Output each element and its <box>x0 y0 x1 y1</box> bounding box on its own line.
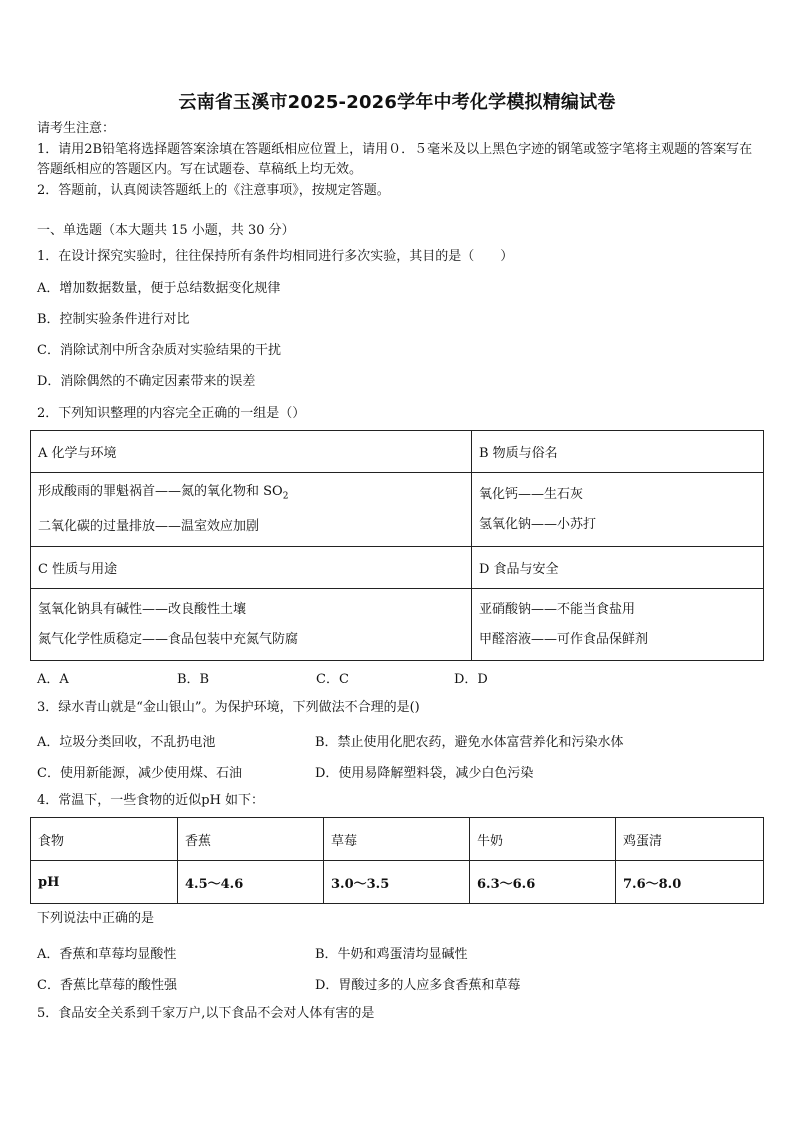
notice-item-2: 2．答题前，认真阅读答题纸上的《注意事项》，按规定答题。 <box>37 183 390 198</box>
q2-c-line-1: 氢氧化钠具有碱性——改良酸性土壤 <box>38 601 247 617</box>
q3-option-b: B．禁止使用化肥农药，避免水体富营养化和污染水体 <box>315 735 624 750</box>
q2-cell-c-body <box>31 589 472 661</box>
q3-option-d: D．使用易降解塑料袋，减少白色污染 <box>315 766 534 781</box>
q2-option-b: B．B <box>177 672 210 687</box>
q2-d-line-1: 亚硝酸钠——不能当食盐用 <box>479 601 636 617</box>
q2-d-line-2: 甲醛溶液——可作食品保鲜剂 <box>479 631 649 647</box>
q4-header-milk: 牛奶 <box>470 818 616 861</box>
q4-option-d: D．胃酸过多的人应多食香蕉和草莓 <box>315 978 521 993</box>
q2-cell-d-body <box>472 589 764 661</box>
notice-heading: 请考生注意： <box>37 121 116 136</box>
q3-option-a: A．垃圾分类回收，不乱扔电池 <box>37 735 216 750</box>
q2-option-d: D．D <box>454 672 488 687</box>
q2-cell-a-head: A 化学与环境 <box>31 431 472 473</box>
q1-option-c: C．消除试剂中所含杂质对实验结果的干扰 <box>37 343 281 358</box>
q2-b-line-1: 氧化钙——生石灰 <box>479 486 584 502</box>
q2-cell-a-body <box>31 473 472 547</box>
q2-a-line-2: 二氧化碳的过量排放——温室效应加剧 <box>38 518 260 534</box>
q2-c-line-2: 氮气化学性质稳定——食品包装中充氮气防腐 <box>38 631 299 647</box>
q1-option-b: B．控制实验条件进行对比 <box>37 312 190 327</box>
q5-stem: 5．食品安全关系到千家万户,以下食品不会对人体有害的是 <box>37 1006 375 1021</box>
q4-header-food: 食物 <box>31 818 178 861</box>
q4-ph-strawberry: 3.0～3.5 <box>324 861 470 904</box>
q4-row-label: pH <box>31 861 178 904</box>
q2-option-a: A．A <box>37 672 69 687</box>
q2-b-line-2: 氢氧化钠——小苏打 <box>479 516 597 532</box>
notice-item-1: 1．请用2B铅笔将选择题答案涂填在答题纸相应位置上，请用０．５毫米及以上黑色字迹的钢笔或签字笔将主观题的答案写在答题纸相应的答题区内。写在试题卷、草稿纸上均无效。 <box>37 142 753 177</box>
q4-stem: 4．常温下，一些食物的近似pH 如下： <box>37 793 265 808</box>
q4-option-c: C．香蕉比草莓的酸性强 <box>37 978 177 993</box>
q2-a-line-1: 形成酸雨的罪魁祸首——氮的氧化物和 $SO_2$ <box>38 484 289 502</box>
q4-option-a: A．香蕉和草莓均显酸性 <box>37 947 177 962</box>
q2-knowledge-table <box>30 430 764 661</box>
q1-option-a: A．增加数据数量，便于总结数据变化规律 <box>37 281 281 296</box>
q1-stem: 1．在设计探究实验时，往往保持所有条件均相同进行多次实验，其目的是（ ） <box>37 249 514 264</box>
q2-stem: 2．下列知识整理的内容完全正确的一组是（） <box>37 406 306 421</box>
section-heading: 一、单选题（本大题共 15 小题，共 30 分） <box>37 223 295 238</box>
q4-header-banana: 香蕉 <box>178 818 324 861</box>
q4-option-b: B．牛奶和鸡蛋清均显碱性 <box>315 947 468 962</box>
q4-header-egg-white: 鸡蛋清 <box>616 818 764 861</box>
q2-cell-d-head: D 食品与安全 <box>472 547 764 589</box>
q4-followup: 下列说法中正确的是 <box>37 911 155 926</box>
q4-ph-banana: 4.5～4.6 <box>178 861 324 904</box>
page-title: 云南省玉溪市2025-2026学年中考化学模拟精编试卷 <box>178 92 616 113</box>
q4-header-strawberry: 草莓 <box>324 818 470 861</box>
q3-stem: 3．绿水青山就是“金山银山”。为保护环境，下列做法不合理的是() <box>37 700 420 715</box>
q2-cell-c-head: C 性质与用途 <box>31 547 472 589</box>
q4-ph-table <box>30 817 764 904</box>
q2-option-c: C．C <box>316 672 349 687</box>
q4-ph-egg-white: 7.6～8.0 <box>616 861 764 904</box>
q2-cell-b-head: B 物质与俗名 <box>472 431 764 473</box>
q4-ph-milk: 6.3～6.6 <box>470 861 616 904</box>
q3-option-c: C．使用新能源，减少使用煤、石油 <box>37 766 242 781</box>
q1-option-d: D．消除偶然的不确定因素带来的误差 <box>37 374 256 389</box>
q2-cell-b-body <box>472 473 764 547</box>
